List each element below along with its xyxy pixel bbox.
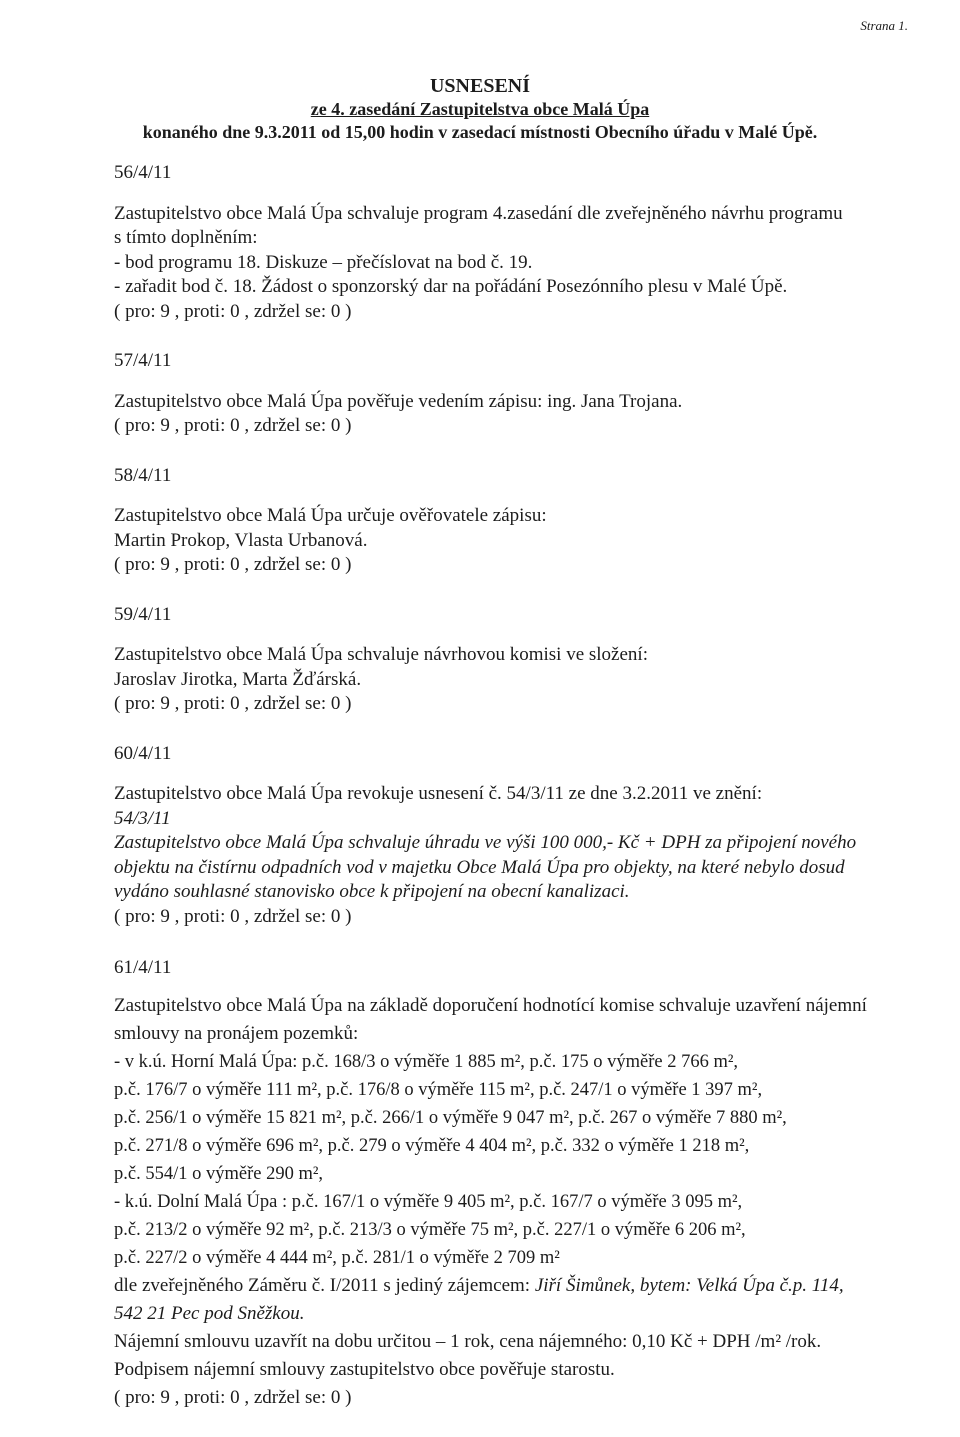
resolution-number: 59/4/11 (114, 603, 172, 625)
parcel-line: - v k.ú. Horní Malá Úpa: p.č. 168/3 o výměře 1 885 m², p.č. 175 o výměře 2 766 m², (114, 1052, 739, 1072)
resolution-text: Zastupitelstvo obce Malá Úpa určuje ověřovatele zápisu: (114, 505, 547, 526)
page-number: Strana 1. (860, 18, 908, 33)
resolution-block (114, 349, 904, 439)
resolution-text: - bod programu 18. Diskuze – přečíslovat na bod č. 19. (114, 251, 533, 273)
resolution-number: 56/4/11 (114, 162, 172, 183)
resolution-number: 58/4/11 (114, 464, 172, 486)
meeting-venue: konaného dne 9.3.2011 od 15,00 hodin v zasedací místnosti Obecního úřadu v Malé Úpě. (142, 122, 818, 142)
vote-result: ( pro: 9 , proti: 0 , zdržel se: 0 ) (114, 1387, 352, 1408)
resolution-61 (114, 954, 904, 1412)
parcel-line: p.č. 227/2 o výměře 4 444 m², p.č. 281/1 o výměře 2 709 m² (114, 1248, 560, 1268)
resolution-number: 57/4/11 (114, 350, 172, 371)
parcel-list (114, 1048, 904, 1272)
parcel-line: p.č. 271/8 o výměře 696 m², p.č. 279 o výměře 4 404 m², p.č. 332 o výměře 1 218 m², (114, 1136, 750, 1156)
quoted-resolution-text: 54/3/11 (114, 807, 171, 829)
resolution-text: Zastupitelstvo obce Malá Úpa revokuje usnesení č. 54/3/11 ze dne 3.2.2011 ve znění: (114, 783, 763, 804)
quoted-resolution-text: Zastupitelstvo obce Malá Úpa schvaluje úhradu ve výši 100 000,- Kč + DPH za připojení nového (114, 832, 857, 853)
resolution-text: Zastupitelstvo obce Malá Úpa na základě doporučení hodnotící komise schvaluje uzavření nájemní (114, 995, 867, 1016)
resolution-text: Martin Prokop, Vlasta Urbanová. (114, 529, 368, 551)
resolution-number: 60/4/11 (114, 742, 172, 764)
vote-result: ( pro: 9 , proti: 0 , zdržel se: 0 ) (114, 905, 352, 927)
document-subtitle: ze 4. zasedání Zastupitelstva obce Malá Úpa (310, 99, 650, 119)
signing-authority: Podpisem nájemní smlouvy zastupitelstvo obce pověřuje starostu. (114, 1359, 615, 1380)
parcel-line: p.č. 554/1 o výměře 290 m², (114, 1164, 324, 1184)
quoted-resolution-text: vydáno souhlasné stanovisko obce k připojení na obecní kanalizaci. (114, 881, 630, 902)
vote-result: ( pro: 9 , proti: 0 , zdržel se: 0 ) (114, 300, 352, 322)
resolution-text: Zastupitelstvo obce Malá Úpa schvaluje program 4.zasedání dle zveřejněného návrhu programu (114, 202, 843, 224)
applicant-line (114, 1272, 904, 1300)
resolution-number: 61/4/11 (114, 957, 172, 978)
parcel-line: p.č. 176/7 o výměře 111 m², p.č. 176/8 o výměře 115 m², p.č. 247/1 o výměře 1 397 m², (114, 1080, 763, 1100)
parcel-line: - k.ú. Dolní Malá Úpa : p.č. 167/1 o výměře 9 405 m², p.č. 167/7 o výměře 3 095 m², (114, 1192, 743, 1212)
plan-text: dle zveřejněného Záměru č. I/2011 s jediný zájemcem: (114, 1275, 535, 1296)
document-header (0, 74, 960, 143)
resolution-text: smlouvy na pronájem pozemků: (114, 1023, 359, 1044)
resolution-block (114, 603, 904, 717)
resolution-list (114, 161, 904, 929)
resolution-block (114, 161, 904, 324)
vote-result: ( pro: 9 , proti: 0 , zdržel se: 0 ) (114, 554, 352, 575)
document-title: USNESENÍ (429, 75, 531, 97)
resolutions-body (114, 161, 904, 1437)
resolution-text: s tímto doplněním: (114, 227, 258, 248)
resolution-block (114, 742, 904, 930)
parcel-line: p.č. 256/1 o výměře 15 821 m², p.č. 266/1 o výměře 9 047 m², p.č. 267 o výměře 7 880 m², (114, 1108, 787, 1128)
resolution-block (114, 464, 904, 578)
resolution-text: Zastupitelstvo obce Malá Úpa schvaluje návrhovou komisi ve složení: (114, 644, 648, 665)
lease-terms: Nájemní smlouvu uzavřít na dobu určitou – 1 rok, cena nájemného: 0,10 Kč + DPH /m² /rok. (114, 1331, 822, 1352)
parcel-line: p.č. 213/2 o výměře 92 m², p.č. 213/3 o výměře 75 m², p.č. 227/1 o výměře 6 206 m², (114, 1220, 746, 1240)
vote-result: ( pro: 9 , proti: 0 , zdržel se: 0 ) (114, 693, 352, 714)
applicant-name: Jiří Šimůnek, bytem: Velká Úpa č.p. 114, (534, 1275, 844, 1296)
resolution-text: Jaroslav Jirotka, Marta Žďárská. (114, 668, 362, 690)
applicant-address: 542 21 Pec pod Sněžkou. (114, 1303, 305, 1324)
resolution-text: Zastupitelstvo obce Malá Úpa pověřuje vedením zápisu: ing. Jana Trojana. (114, 390, 683, 412)
quoted-resolution-text: objektu na čistírnu odpadních vod v majetku Obce Malá Úpa pro objekty, na které nebylo dosud (114, 856, 845, 878)
vote-result: ( pro: 9 , proti: 0 , zdržel se: 0 ) (114, 415, 352, 436)
resolution-text: - zařadit bod č. 18. Žádost o sponzorský dar na pořádání Posezónního plesu v Malé Úpě. (114, 276, 788, 297)
